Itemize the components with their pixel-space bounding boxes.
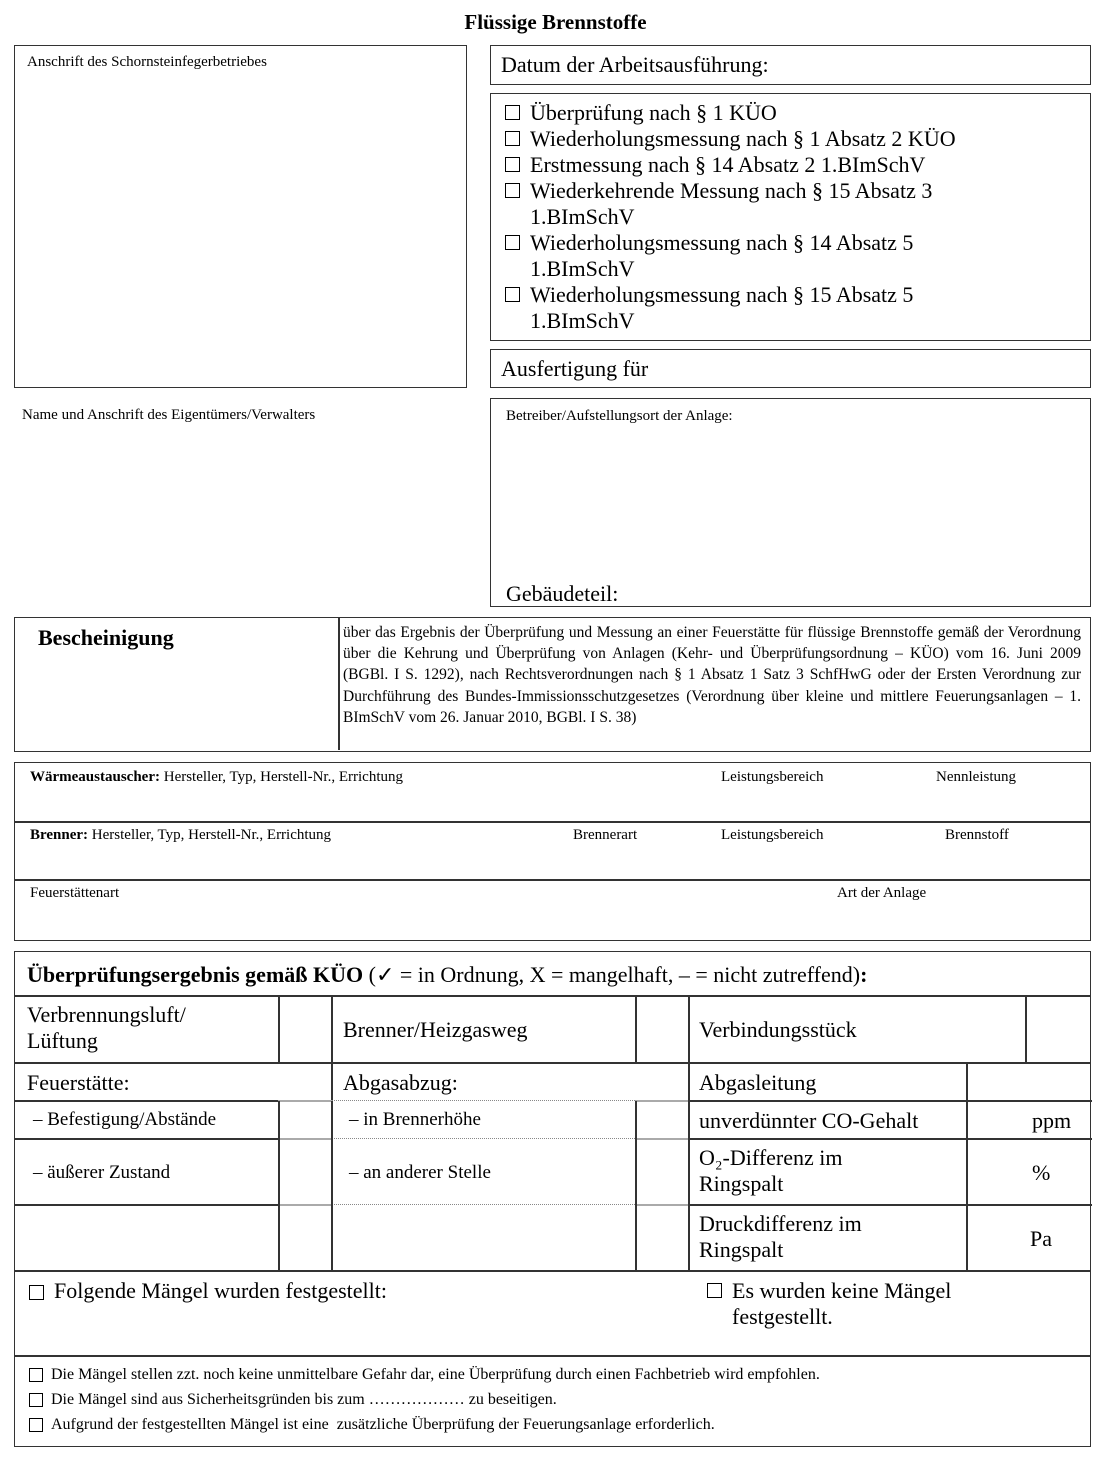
co-unit[interactable]: ppm <box>1032 1108 1072 1133</box>
extra-fireplace-item-cell[interactable] <box>15 1205 278 1271</box>
burner-type-label: Brennerart <box>573 827 638 843</box>
other-location-label: – an anderer Stelle <box>349 1162 491 1183</box>
certificate-section <box>14 617 1091 752</box>
inspection-type-option[interactable]: Wiederholungsmessung nach § 1 Absatz 2 KÜO <box>505 126 956 152</box>
burner-height-result-cell[interactable] <box>636 1101 688 1138</box>
inspection-type-option[interactable]: Wiederkehrende Messung nach § 15 Absatz 3 1.BImSchV <box>505 178 956 230</box>
inspection-type-option[interactable]: Wiederholungsmessung nach § 15 Absatz 5 1.BImSchV <box>505 282 956 334</box>
operator-location-label: Betreiber/Aufstellungsort der Anlage: <box>506 408 733 424</box>
checkbox-icon[interactable] <box>505 287 520 302</box>
chimney-sweep-address-label: Anschrift des Schornsteinfegerbetriebes <box>27 54 267 70</box>
heat-exchanger-row[interactable]: Wärmeaustauscher: Hersteller, Typ, Herstell-Nr., Errichtung Leistungsbereich Nennleistung <box>30 769 1016 785</box>
date-field[interactable] <box>490 45 1091 85</box>
pressure-difference-label: Druckdifferenz im Ringspalt <box>699 1211 862 1262</box>
flue-line-result-cell[interactable] <box>967 1063 1090 1100</box>
checkbox-icon[interactable] <box>29 1418 43 1432</box>
burner-power-range-label: Leistungsbereich <box>721 827 824 843</box>
checkbox-icon[interactable] <box>505 235 520 250</box>
results-heading: Überprüfungsergebnis gemäß KÜO (✓ = in Ordnung, X = mangelhaft, – = nicht zutreffend): <box>27 962 868 987</box>
checkbox-icon[interactable] <box>505 183 520 198</box>
certificate-heading: Bescheinigung <box>38 625 174 650</box>
checkbox-icon[interactable] <box>29 1285 44 1300</box>
operator-location-field[interactable] <box>490 398 1091 607</box>
inspection-type-list <box>490 93 1091 341</box>
pressure-unit[interactable]: Pa <box>1030 1226 1052 1251</box>
burner-gas-path-label: Brenner/Heizgasweg <box>343 1017 528 1042</box>
burner-gas-path-result-cell[interactable] <box>636 996 688 1062</box>
o2-unit[interactable]: % <box>1032 1160 1051 1185</box>
combustion-air-result-cell[interactable] <box>279 996 332 1062</box>
burner-label: Brenner: <box>30 827 89 843</box>
date-label: Datum der Arbeitsausführung: <box>501 52 769 77</box>
extra-fireplace-result-cell[interactable] <box>279 1205 332 1271</box>
heat-exchanger-label: Wärmeaustauscher: <box>30 769 160 785</box>
copy-for-label: Ausfertigung für <box>501 356 649 381</box>
outer-condition-result-cell[interactable] <box>279 1139 332 1205</box>
no-defects-option[interactable]: Es wurden keine Mängel festgestellt. <box>707 1278 951 1330</box>
mounting-result-cell[interactable] <box>279 1101 332 1138</box>
heat-exchanger-nominal-power-label: Nennleistung <box>936 769 1016 785</box>
checkbox-icon[interactable] <box>505 131 520 146</box>
burner-row[interactable]: Brenner: Hersteller, Typ, Herstell-Nr., Errichtung Brennerart Leistungsbereich Brennstoff <box>30 827 1009 843</box>
checkbox-icon[interactable] <box>505 157 520 172</box>
defects-description-field[interactable] <box>15 1306 695 1354</box>
page-title: Flüssige Brennstoffe <box>464 10 647 34</box>
burner-fuel-label: Brennstoff <box>945 827 1009 843</box>
heat-exchanger-power-range-label: Leistungsbereich <box>721 769 824 785</box>
inspection-type-option[interactable]: Wiederholungsmessung nach § 14 Absatz 5 1.BImSchV <box>505 230 956 282</box>
combustion-air-label: Verbrennungsluft/ Lüftung <box>27 1002 186 1053</box>
other-location-result-cell[interactable] <box>636 1139 688 1205</box>
copy-for-field[interactable] <box>490 349 1091 388</box>
owner-address-label: Name und Anschrift des Eigentümers/Verwalters <box>22 407 316 423</box>
burner-height-label: – in Brennerhöhe <box>349 1109 481 1130</box>
equipment-section <box>14 762 1091 941</box>
fireplace-type-label: Feuerstättenart <box>30 885 120 901</box>
chimney-sweep-address-field[interactable] <box>14 45 467 388</box>
defect-consequence-option[interactable]: Die Mängel stellen zzt. noch keine unmittelbare Gefahr dar, eine Überprüfung durch einen Fachbetrieb wird empfohlen. <box>29 1362 820 1387</box>
mounting-label: – Befestigung/Abstände <box>33 1109 217 1130</box>
defects-found-option[interactable]: Folgende Mängel wurden festgestellt: <box>29 1278 387 1304</box>
checkbox-icon[interactable] <box>707 1283 722 1298</box>
checkbox-icon[interactable] <box>29 1393 43 1407</box>
checkbox-icon[interactable] <box>505 105 520 120</box>
building-part-label: Gebäudeteil: <box>506 581 619 606</box>
certificate-text: über das Ergebnis der Überprüfung und Messung an einer Feuerstätte für flüssige Brennstoffe gemäß der Verordnung über die Kehrung und Überprüfung von Anlagen (Kehr- und Überprüfungsordnung – KÜO) vom 16. Juni 2009 (BGBl. I S. 1292), nach Rechtsverordnungen nach § 1 Absatz 1 Satz 3 SchfHwG oder der Ersten Verordnung zur Durchführung des Bundes-Immissionsschutzgesetzes (Verordnung über kleine und mittlere Feuerungsanlagen – 1. BImSchV vom 26. Januar 2010, BGBl. I S. 38) <box>343 624 1081 726</box>
flue-outlet-label: Abgasabzug: <box>343 1070 458 1095</box>
inspection-type-option[interactable]: Überprüfung nach § 1 KÜO <box>505 100 956 126</box>
co-content-label: unverdünnter CO-Gehalt <box>699 1108 919 1133</box>
system-type-label: Art der Anlage <box>837 885 927 901</box>
fireplace-type-row[interactable] <box>15 880 1090 940</box>
checkbox-icon[interactable] <box>29 1368 43 1382</box>
connector-result-cell[interactable] <box>1026 996 1090 1062</box>
extra-flue-result-cell[interactable] <box>636 1205 688 1271</box>
connector-label: Verbindungsstück <box>699 1017 857 1042</box>
owner-address-field[interactable] <box>14 430 467 600</box>
o2-difference-label: O₂-Differenz im Ringspalt <box>699 1145 843 1196</box>
outer-condition-label: – äußerer Zustand <box>33 1162 171 1183</box>
flue-line-label: Abgasleitung <box>699 1070 817 1095</box>
fireplace-label: Feuerstätte: <box>27 1070 130 1095</box>
defect-consequence-option[interactable]: Die Mängel sind aus Sicherheitsgründen bis zum ……………… zu beseitigen. <box>29 1387 820 1412</box>
defect-consequence-option[interactable]: Aufgrund der festgestellten Mängel ist eine zusätzliche Überprüfung der Feuerungsanlage erforderlich. <box>29 1412 820 1437</box>
inspection-type-option[interactable]: Erstmessung nach § 14 Absatz 2 1.BImSchV <box>505 152 956 178</box>
extra-flue-item-cell[interactable] <box>332 1205 635 1271</box>
inspection-results-section <box>14 951 1091 1447</box>
